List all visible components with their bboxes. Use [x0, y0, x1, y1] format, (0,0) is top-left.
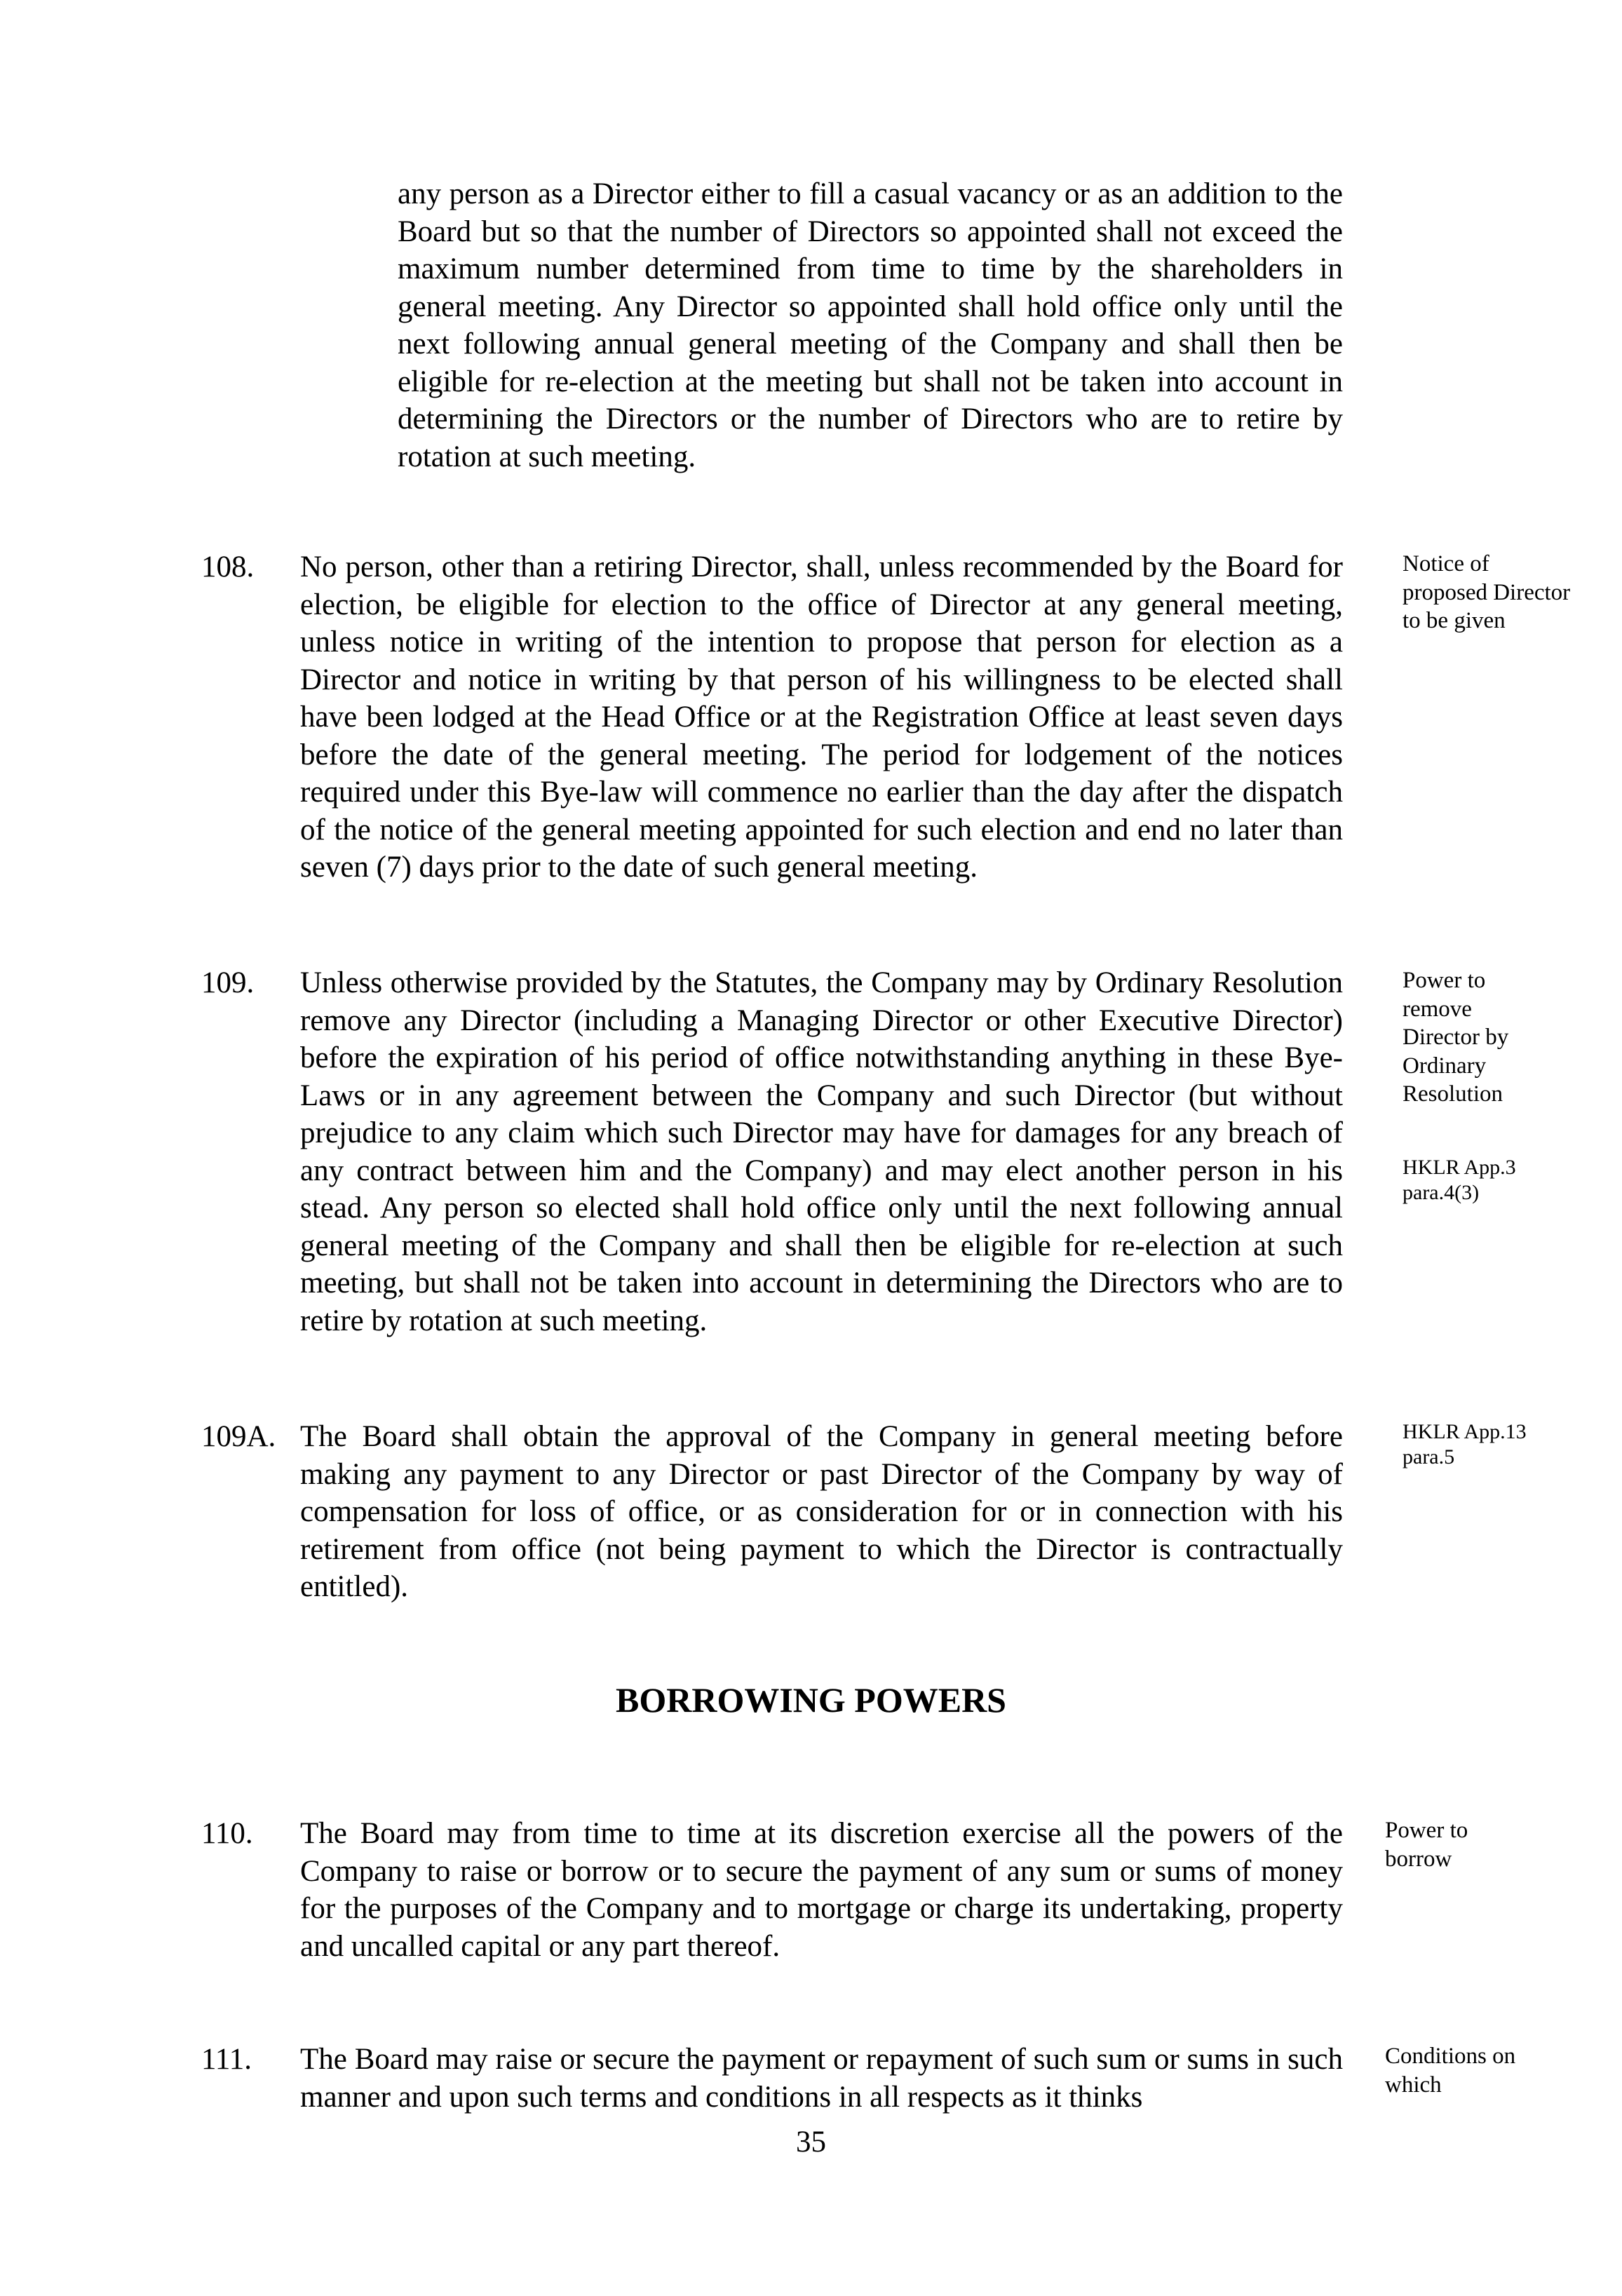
margin-note: Power to borrow [1385, 1818, 1468, 1872]
margin-note: Power to remove Director by Ordinary Resolution [1403, 968, 1509, 1107]
clause-text: The Board shall obtain the approval of the Company in general meeting before making any payment to any Director or past Director of the Company by way of compensation for loss of office, or as consideration for or in connection with his retirement from office (not being payment to which the Director is contractually entitled). [300, 1420, 1343, 1603]
clause-number: 109A. [201, 1420, 276, 1453]
clause-text: Unless otherwise provided by the Statutes, the Company may by Ordinary Resolution remove any Director (including a Managing Director or other Executive Director) before the expiration of his period of office notwithstanding anything in these Bye-Laws or in any agreement between the Company and such Director (but without prejudice to any claim which such Director may have for damages for any breach of any contract between him and the Company) and may elect another person in his stead. Any person so elected shall hold office only until the next following annual general meeting of the Company and shall then be eligible for re-election at such meeting, but shall not be taken into account in determining the Directors who are to retire by rotation at such meeting. [300, 966, 1343, 1337]
clause-number: 111. [201, 2043, 252, 2076]
clause-text: The Board may raise or secure the payment or repayment of such sum or sums in such manner and upon such terms and conditions in all respects as it thinks [300, 2043, 1343, 2114]
margin-note: Notice of proposed Director to be given [1403, 551, 1571, 633]
margin-reference: HKLR App.3 para.4(3) [1403, 1156, 1516, 1204]
margin-reference: HKLR App.13 para.5 [1403, 1420, 1527, 1468]
clause-text: No person, other than a retiring Director, shall, unless recommended by the Board for election, be eligible for election to the office of Director at any general meeting, unless notice in writing of the intention to propose that person for election as a Director and notice in writing by that person of his willingness to be elected shall have been lodged at the Head Office or at the Registration Office at least seven days before the date of the general meeting. The period for lodgement of the notices required under this Bye-law will commence no earlier than the day after the dispatch of the notice of the general meeting appointed for such election and end no later than seven (7) days prior to the date of such general meeting. [300, 551, 1343, 884]
margin-note: Conditions on which [1385, 2044, 1516, 2098]
section-heading: BORROWING POWERS [615, 1680, 1006, 1720]
continuation-paragraph: any person as a Director either to fill a casual vacancy or as an addition to the Board but so that the number of Directors so appointed shall not exceed the maximum number determined from time to time by the shareholders in general meeting. Any Director so appointed shall hold office only until the next following annual general meeting of the Company and shall then be eligible for re-election at the meeting but shall not be taken into account in determining the Directors or the number of Directors who are to retire by rotation at such meeting. [398, 177, 1343, 473]
clause-number: 109. [201, 966, 255, 999]
clause-number: 110. [201, 1817, 253, 1850]
page-number: 35 [796, 2126, 826, 2159]
clause-text: The Board may from time to time at its discretion exercise all the powers of the Company to raise or borrow or to secure the payment of any sum or sums of money for the purposes of the Company and to mortgage or charge its undertaking, property and uncalled capital or any part thereof. [300, 1817, 1343, 1963]
clause-number: 108. [201, 551, 255, 583]
